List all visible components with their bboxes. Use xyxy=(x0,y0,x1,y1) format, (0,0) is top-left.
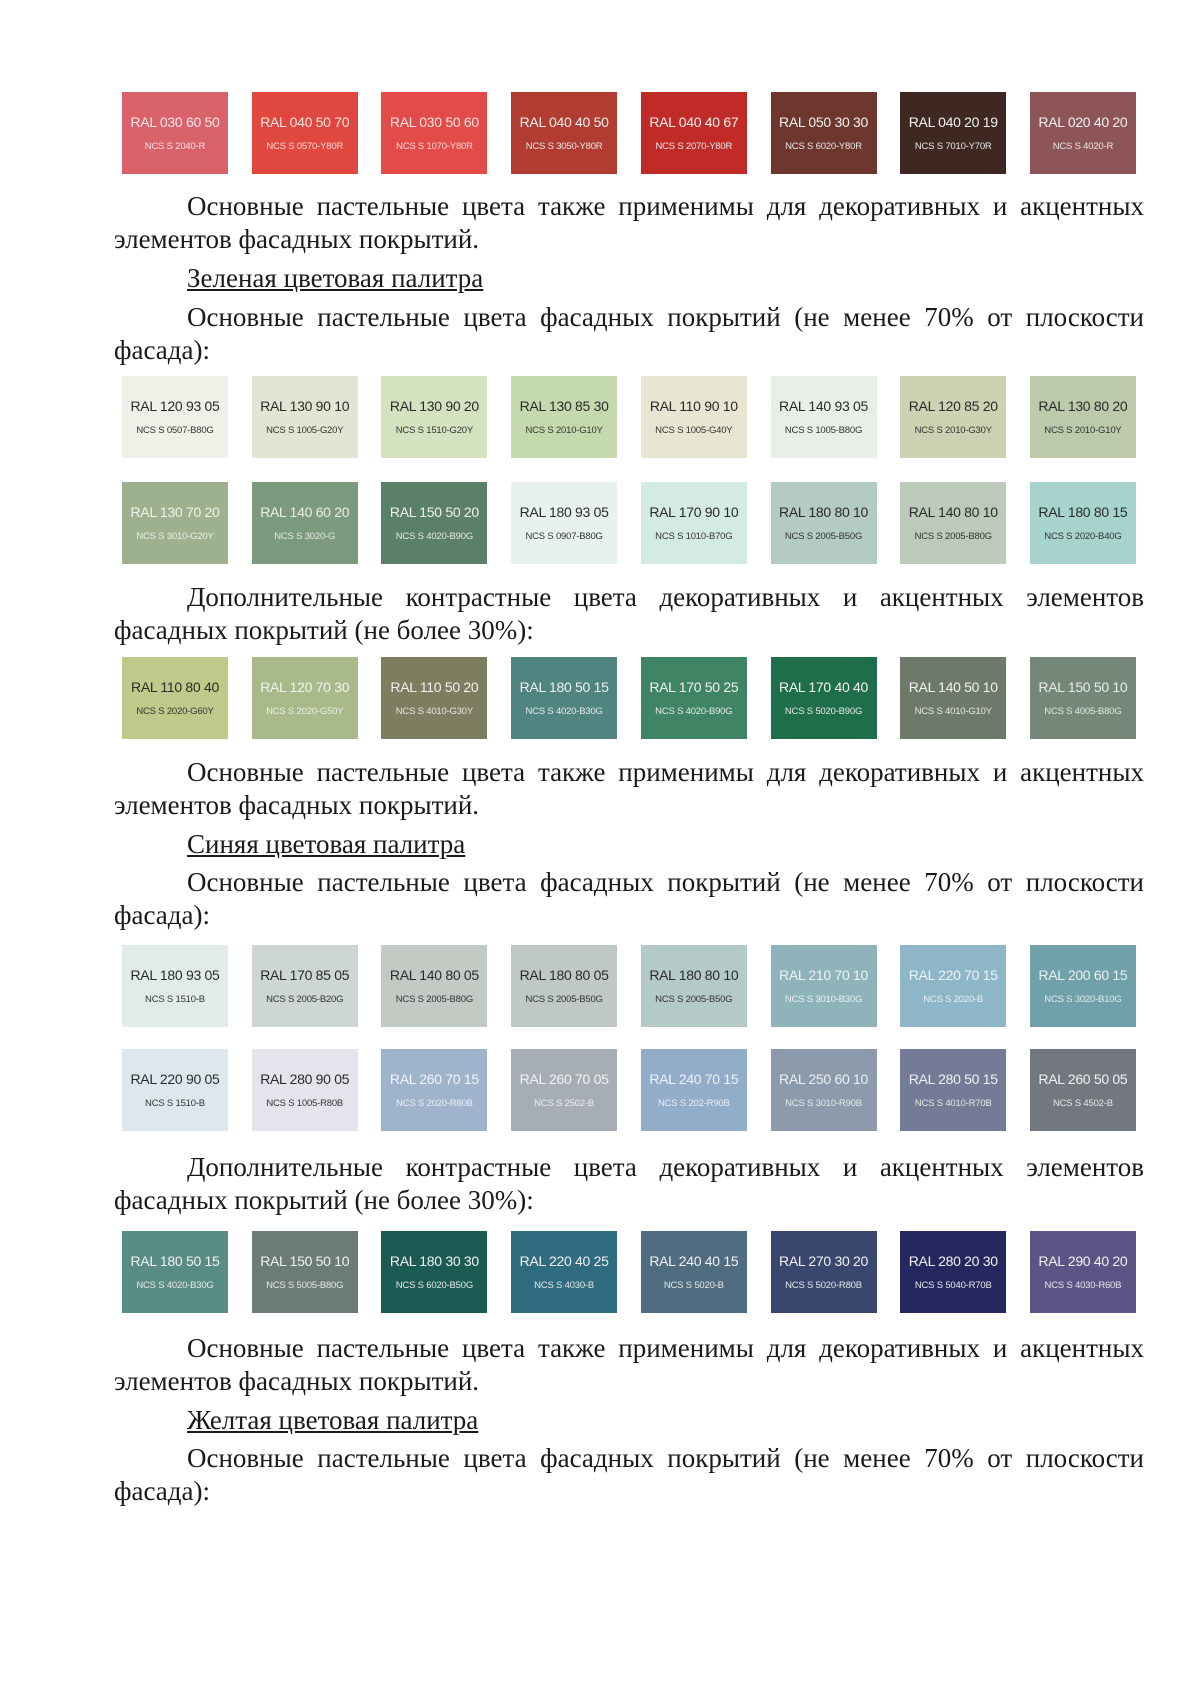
color-swatch xyxy=(122,92,228,174)
color-swatch xyxy=(641,1049,747,1131)
ral-code: RAL 110 50 20 xyxy=(390,678,479,695)
ncs-code: NCS S 1005-R80B xyxy=(266,1097,344,1109)
ncs-code: NCS S 5020-B xyxy=(663,1279,724,1291)
ncs-code: NCS S 6020-B50G xyxy=(395,1279,474,1291)
paragraph xyxy=(114,301,1144,367)
ral-code: RAL 120 93 05 xyxy=(130,397,220,414)
paragraph-text: Дополнительные контрастные цвета декоративных и акцентных элементов фасадных покрытий (не более 30%): xyxy=(114,1152,1144,1215)
color-swatch xyxy=(1030,1231,1136,1313)
ral-code: RAL 170 90 10 xyxy=(649,503,739,520)
paragraph-text: Дополнительные контрастные цвета декоративных и акцентных элементов фасадных покрытий (не более 30%): xyxy=(114,582,1144,645)
ncs-code: NCS S 2005-B20G xyxy=(266,993,344,1005)
ncs-code: NCS S 2005-B50G xyxy=(525,993,603,1005)
ral-code: RAL 130 90 20 xyxy=(389,397,479,414)
paragraph-text: Основные пастельные цвета также применимы для декоративных и акцентных элементов фасадных покрытий. xyxy=(114,1333,1144,1396)
ral-code: RAL 280 20 30 xyxy=(908,1252,998,1269)
ral-code: RAL 280 50 15 xyxy=(908,1070,998,1087)
section-heading-blue: Синяя цветовая палитра xyxy=(187,829,466,859)
swatch-row-blue-2 xyxy=(122,1049,1136,1131)
ncs-code: NCS S 2070-Y80R xyxy=(655,140,733,152)
ral-code: RAL 220 90 05 xyxy=(130,1070,220,1087)
ncs-code: NCS S 2020-G60Y xyxy=(136,705,214,717)
ral-code: RAL 260 70 15 xyxy=(389,1070,479,1087)
ral-code: RAL 200 60 15 xyxy=(1038,966,1128,983)
ral-code: RAL 030 60 50 xyxy=(130,113,220,130)
ncs-code: NCS S 1070-Y80R xyxy=(396,140,473,152)
section-heading-yellow: Желтая цветовая палитра xyxy=(187,1405,479,1435)
ncs-code: NCS S 2020-G50Y xyxy=(266,705,344,717)
color-swatch xyxy=(122,376,228,458)
ral-code: RAL 040 20 19 xyxy=(908,113,998,130)
color-swatch xyxy=(122,945,228,1027)
ral-code: RAL 180 50 15 xyxy=(519,678,609,695)
swatch-row-red xyxy=(122,92,1136,174)
ral-code: RAL 250 60 10 xyxy=(779,1070,869,1087)
color-swatch xyxy=(381,1231,487,1313)
paragraph xyxy=(114,756,1144,822)
swatch-row-green-1 xyxy=(122,376,1136,458)
paragraph-text: Основные пастельные цвета фасадных покрытий (не менее 70% от плоскости фасада): xyxy=(114,302,1144,365)
ncs-code: NCS S 4010-R70B xyxy=(914,1097,992,1109)
ncs-code: NCS S 0570-Y80R xyxy=(266,140,344,152)
color-swatch xyxy=(511,92,617,174)
color-swatch xyxy=(252,376,358,458)
ncs-code: NCS S 4502-B xyxy=(1052,1097,1113,1109)
ncs-code: NCS S 1010-B70G xyxy=(655,530,733,542)
section-heading-green: Зеленая цветовая палитра xyxy=(187,263,484,293)
ncs-code: NCS S 0507-B80G xyxy=(136,424,214,436)
ral-code: RAL 130 70 20 xyxy=(130,503,220,520)
ncs-code: NCS S 7010-Y70R xyxy=(914,140,992,152)
ral-code: RAL 130 80 20 xyxy=(1038,397,1128,414)
ncs-code: NCS S 2005-B50G xyxy=(784,530,863,542)
color-swatch xyxy=(252,92,358,174)
ral-code: RAL 240 40 15 xyxy=(649,1252,739,1269)
ral-code: RAL 040 40 50 xyxy=(519,113,609,130)
color-swatch xyxy=(641,945,747,1027)
ncs-code: NCS S 4010-G30Y xyxy=(395,705,474,717)
ral-code: RAL 150 50 10 xyxy=(260,1252,350,1269)
color-swatch xyxy=(1030,945,1136,1027)
ncs-code: NCS S 2010-G10Y xyxy=(1044,424,1122,436)
color-swatch xyxy=(900,1049,1006,1131)
color-swatch xyxy=(511,1231,617,1313)
ncs-code: NCS S 3010-B30G xyxy=(784,993,863,1005)
paragraph xyxy=(114,1151,1144,1217)
color-swatch xyxy=(252,1231,358,1313)
ral-code: RAL 260 50 05 xyxy=(1038,1070,1128,1087)
ral-code: RAL 130 85 30 xyxy=(519,397,609,414)
ncs-code: NCS S 4020-B90G xyxy=(655,705,733,717)
ral-code: RAL 120 70 30 xyxy=(260,678,350,695)
color-swatch xyxy=(771,92,877,174)
ncs-code: NCS S 1510-B xyxy=(145,1097,205,1109)
color-swatch xyxy=(511,1049,617,1131)
ral-code: RAL 280 90 05 xyxy=(260,1070,350,1087)
color-swatch xyxy=(381,1049,487,1131)
ncs-code: NCS S 5020-B90G xyxy=(784,705,863,717)
color-swatch xyxy=(771,1049,877,1131)
color-swatch xyxy=(511,482,617,564)
color-swatch xyxy=(1030,92,1136,174)
color-swatch xyxy=(900,376,1006,458)
ncs-code: NCS S 4010-G10Y xyxy=(914,705,992,717)
paragraph-text: Основные пастельные цвета фасадных покрытий (не менее 70% от плоскости фасада): xyxy=(114,867,1144,930)
color-swatch xyxy=(381,92,487,174)
paragraph xyxy=(114,581,1144,647)
color-swatch xyxy=(1030,376,1136,458)
ncs-code: NCS S 1005-G20Y xyxy=(266,424,344,436)
ral-code: RAL 140 80 10 xyxy=(908,503,998,520)
ral-code: RAL 150 50 20 xyxy=(389,503,479,520)
ncs-code: NCS S 1510-B xyxy=(145,993,205,1005)
paragraph xyxy=(114,1332,1144,1398)
ral-code: RAL 180 30 30 xyxy=(389,1252,479,1269)
color-swatch xyxy=(252,657,358,739)
ral-code: RAL 110 90 10 xyxy=(649,397,738,414)
color-swatch xyxy=(641,1231,747,1313)
ncs-code: NCS S 1005-G40Y xyxy=(655,424,733,436)
ral-code: RAL 040 50 70 xyxy=(260,113,350,130)
color-swatch xyxy=(641,376,747,458)
color-swatch xyxy=(900,482,1006,564)
ncs-code: NCS S 1005-B80G xyxy=(784,424,863,436)
ncs-code: NCS S 3020-B10G xyxy=(1044,993,1122,1005)
color-swatch xyxy=(771,1231,877,1313)
color-swatch xyxy=(381,376,487,458)
swatch-row-green-accent xyxy=(122,657,1136,739)
ncs-code: NCS S 2005-B50G xyxy=(655,993,733,1005)
color-swatch xyxy=(122,1049,228,1131)
color-swatch xyxy=(252,945,358,1027)
ncs-code: NCS S 202-R90B xyxy=(657,1097,730,1109)
ncs-code: NCS S 5040-R70B xyxy=(914,1279,992,1291)
color-swatch xyxy=(641,657,747,739)
ral-code: RAL 140 60 20 xyxy=(260,503,350,520)
ncs-code: NCS S 4020-B30G xyxy=(525,705,603,717)
color-swatch xyxy=(900,1231,1006,1313)
ncs-code: NCS S 3010-G20Y xyxy=(136,530,214,542)
color-swatch xyxy=(511,945,617,1027)
ral-code: RAL 140 80 05 xyxy=(389,966,479,983)
ncs-code: NCS S 4005-B80G xyxy=(1044,705,1122,717)
paragraph-text: Основные пастельные цвета также применимы для декоративных и акцентных элементов фасадных покрытий. xyxy=(114,757,1144,820)
paragraph-text: Основные пастельные цвета фасадных покрытий (не менее 70% от плоскости фасада): xyxy=(114,1443,1144,1506)
ral-code: RAL 220 40 25 xyxy=(519,1252,609,1269)
ral-code: RAL 220 70 15 xyxy=(908,966,998,983)
color-swatch xyxy=(771,376,877,458)
ncs-code: NCS S 2020-R80B xyxy=(396,1097,473,1109)
ncs-code: NCS S 2010-G10Y xyxy=(525,424,603,436)
ral-code: RAL 210 70 10 xyxy=(779,966,869,983)
color-swatch xyxy=(511,376,617,458)
color-swatch xyxy=(381,482,487,564)
ncs-code: NCS S 0907-B80G xyxy=(525,530,603,542)
color-swatch xyxy=(381,657,487,739)
ral-code: RAL 140 50 10 xyxy=(908,678,998,695)
ncs-code: NCS S 2020-B xyxy=(923,993,984,1005)
ral-code: RAL 180 80 10 xyxy=(779,503,869,520)
ncs-code: NCS S 2040-R xyxy=(144,140,206,152)
ncs-code: NCS S 4020-B30G xyxy=(136,1279,214,1291)
ncs-code: NCS S 4030-R60B xyxy=(1044,1279,1122,1291)
ncs-code: NCS S 5020-R80B xyxy=(785,1279,862,1291)
color-swatch xyxy=(771,945,877,1027)
paragraph xyxy=(114,190,1144,256)
ral-code: RAL 180 93 05 xyxy=(130,966,220,983)
color-swatch xyxy=(381,945,487,1027)
ral-code: RAL 240 70 15 xyxy=(649,1070,739,1087)
ral-code: RAL 260 70 05 xyxy=(519,1070,609,1087)
ncs-code: NCS S 2020-B40G xyxy=(1044,530,1122,542)
ncs-code: NCS S 6020-Y80R xyxy=(785,140,862,152)
ncs-code: NCS S 1510-G20Y xyxy=(395,424,474,436)
color-swatch xyxy=(122,657,228,739)
color-swatch xyxy=(252,1049,358,1131)
ral-code: RAL 050 30 30 xyxy=(779,113,869,130)
ncs-code: NCS S 4020-R xyxy=(1052,140,1114,152)
ral-code: RAL 130 90 10 xyxy=(260,397,350,414)
ral-code: RAL 040 40 67 xyxy=(649,113,739,130)
color-swatch xyxy=(1030,657,1136,739)
color-swatch xyxy=(771,657,877,739)
color-swatch xyxy=(1030,482,1136,564)
color-swatch xyxy=(252,482,358,564)
ral-code: RAL 030 50 60 xyxy=(389,113,479,130)
color-swatch xyxy=(641,92,747,174)
ral-code: RAL 020 40 20 xyxy=(1038,113,1128,130)
ral-code: RAL 170 85 05 xyxy=(260,966,350,983)
swatch-row-blue-accent xyxy=(122,1231,1136,1313)
color-swatch xyxy=(511,657,617,739)
ncs-code: NCS S 3050-Y80R xyxy=(525,140,603,152)
color-swatch xyxy=(122,482,228,564)
ral-code: RAL 150 50 10 xyxy=(1038,678,1128,695)
ral-code: RAL 180 80 10 xyxy=(649,966,739,983)
ncs-code: NCS S 2502-B xyxy=(534,1097,595,1109)
ncs-code: NCS S 3010-R90B xyxy=(785,1097,862,1109)
paragraph xyxy=(114,866,1144,932)
ncs-code: NCS S 5005-B80G xyxy=(266,1279,344,1291)
color-swatch xyxy=(641,482,747,564)
ral-code: RAL 290 40 20 xyxy=(1038,1252,1128,1269)
ncs-code: NCS S 4030-B xyxy=(534,1279,595,1291)
ral-code: RAL 270 30 20 xyxy=(779,1252,869,1269)
ral-code: RAL 180 50 15 xyxy=(130,1252,220,1269)
ral-code: RAL 170 50 25 xyxy=(649,678,739,695)
color-swatch xyxy=(122,1231,228,1313)
color-swatch xyxy=(900,92,1006,174)
ncs-code: NCS S 4020-B90G xyxy=(395,530,474,542)
ncs-code: NCS S 2005-B80G xyxy=(914,530,992,542)
ral-code: RAL 120 85 20 xyxy=(908,397,998,414)
ncs-code: NCS S 3020-G xyxy=(274,530,336,542)
ncs-code: NCS S 2005-B80G xyxy=(395,993,474,1005)
color-swatch xyxy=(900,945,1006,1027)
swatch-row-blue-1 xyxy=(122,945,1136,1027)
paragraph xyxy=(114,1442,1144,1508)
paragraph-text: Основные пастельные цвета также применимы для декоративных и акцентных элементов фасадных покрытий. xyxy=(114,191,1144,254)
color-swatch xyxy=(1030,1049,1136,1131)
ral-code: RAL 110 80 40 xyxy=(131,678,219,695)
swatch-row-green-2 xyxy=(122,482,1136,564)
color-swatch xyxy=(771,482,877,564)
ncs-code: NCS S 2010-G30Y xyxy=(914,424,992,436)
color-swatch xyxy=(900,657,1006,739)
ral-code: RAL 180 80 05 xyxy=(519,966,609,983)
ral-code: RAL 180 93 05 xyxy=(519,503,609,520)
ral-code: RAL 170 40 40 xyxy=(779,678,869,695)
ral-code: RAL 140 93 05 xyxy=(779,397,869,414)
ral-code: RAL 180 80 15 xyxy=(1038,503,1128,520)
